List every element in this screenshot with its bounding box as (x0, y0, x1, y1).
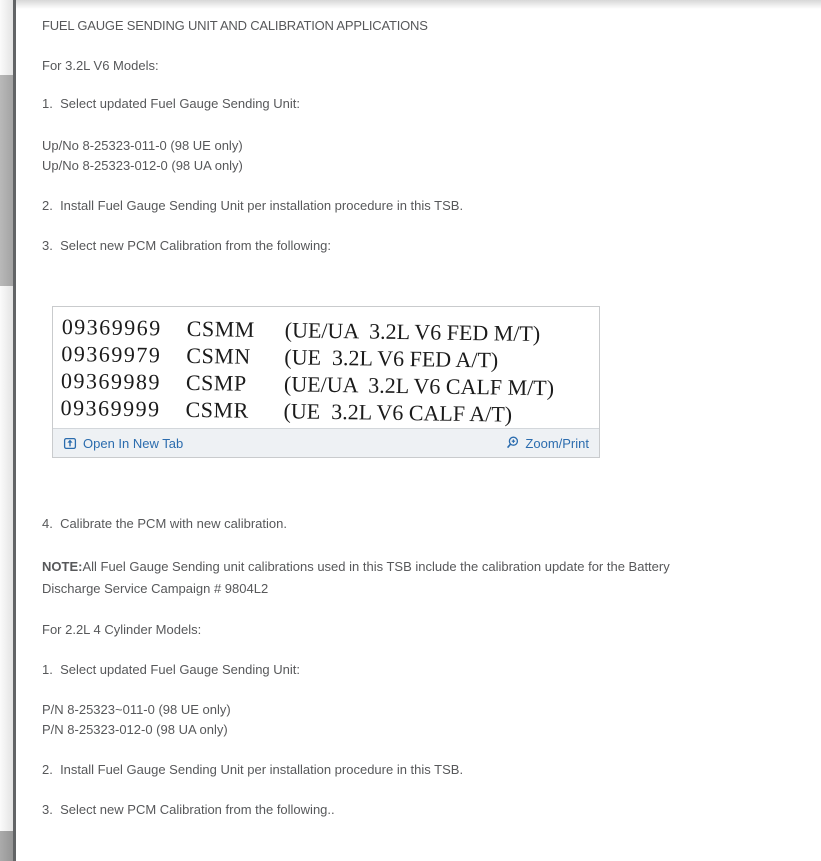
v6-step-3: 3. Select new PCM Calibration from the following: (42, 238, 332, 253)
document-content-pane (16, 0, 821, 861)
v6-part-line-1: Up/No 8-25323-011-0 (98 UE only) (42, 138, 243, 153)
scan-calibration-code: 09369989 (60, 367, 162, 394)
scan-calibration-code: 09369999 (60, 394, 161, 421)
scan-application: (UE 3.2L V6 FED A/T) (284, 343, 499, 372)
zoom-print-label: Zoom/Print (525, 435, 589, 451)
image-toolbar (53, 428, 599, 457)
scan-cal-id: CSMN (186, 342, 251, 369)
i4-step-2: 2. Install Fuel Gauge Sending Unit per installation procedure in this TSB. (42, 762, 464, 777)
vertical-scrollbar-thumb[interactable] (0, 75, 13, 286)
note-paragraph (42, 556, 707, 600)
scan-application: (UE/UA 3.2L V6 CALF M/T) (283, 370, 555, 400)
scan-cal-id: CSMR (185, 396, 249, 423)
toolbar-shadow (16, 0, 821, 9)
i4-part-line-1: P/N 8-25323~011-0 (98 UE only) (42, 702, 231, 717)
scan-calibration-code: 09369969 (61, 313, 162, 340)
scan-application: (UE/UA 3.2L V6 FED M/T) (284, 316, 541, 346)
i4-step-3: 3. Select new PCM Calibration from the following.. (42, 802, 335, 817)
scan-cal-id: CSMP (185, 369, 247, 396)
v6-part-line-2: Up/No 8-25323-012-0 (98 UA only) (42, 158, 243, 173)
zoom-print-link[interactable] (505, 436, 589, 451)
vertical-scrollbar-lower-segment[interactable] (0, 831, 13, 861)
open-in-new-tab-link[interactable] (63, 436, 183, 451)
scan-text-block (60, 313, 599, 428)
calibration-scan-image (53, 307, 599, 428)
section-heading-v6: For 3.2L V6 Models: (42, 58, 159, 73)
i4-part-line-2: P/N 8-25323-012-0 (98 UA only) (42, 722, 228, 737)
open-in-new-tab-icon (63, 436, 77, 450)
section-heading-i4: For 2.2L 4 Cylinder Models: (42, 622, 202, 637)
v6-step-2: 2. Install Fuel Gauge Sending Unit per installation procedure in this TSB. (42, 198, 464, 213)
scan-cal-id: CSMM (186, 315, 256, 342)
scan-application: (UE 3.2L V6 CALF A/T) (283, 397, 513, 427)
i4-part-numbers (42, 700, 231, 740)
v6-step-4: 4. Calibrate the PCM with new calibration. (42, 516, 287, 531)
calibration-image-card (52, 306, 600, 458)
note-text: All Fuel Gauge Sending unit calibrations used in this TSB include the calibration update for the Battery Discharge Service Campaign # 9804L2 (42, 559, 674, 596)
open-in-new-tab-label: Open In New Tab (83, 435, 184, 451)
scan-calibration-code: 09369979 (61, 340, 162, 367)
note-label: NOTE: (42, 559, 83, 574)
zoom-print-icon (505, 436, 519, 450)
i4-step-1: 1. Select updated Fuel Gauge Sending Unit: (42, 662, 301, 677)
document-title: FUEL GAUGE SENDING UNIT AND CALIBRATION APPLICATIONS (42, 18, 428, 33)
v6-step-1: 1. Select updated Fuel Gauge Sending Unit: (42, 96, 301, 111)
v6-part-numbers (42, 136, 243, 176)
